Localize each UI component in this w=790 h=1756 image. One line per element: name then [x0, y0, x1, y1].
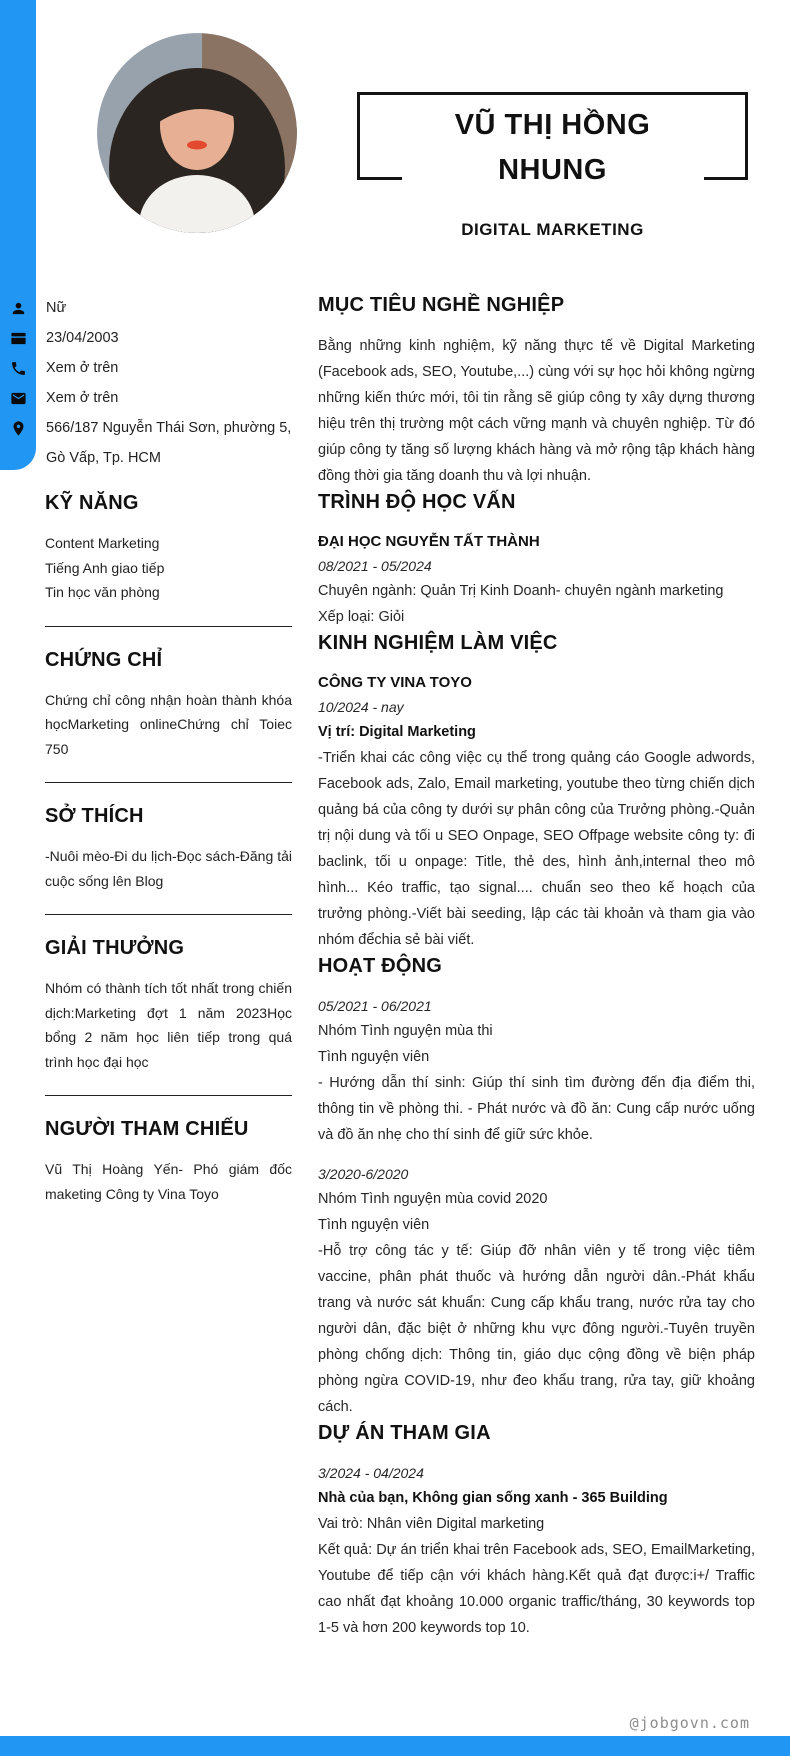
section-objective: [318, 292, 755, 489]
location-icon: [0, 413, 36, 443]
activity-org: Nhóm Tình nguyện mùa covid 2020: [318, 1191, 548, 1207]
project-period: 3/2024 - 04/2024: [318, 1465, 424, 1481]
education-major: Chuyên ngành: Quản Trị Kinh Doanh- chuyên ngành marketing: [318, 583, 724, 599]
section-references: [45, 1116, 292, 1206]
activity-text: - Hướng dẫn thí sinh: Giúp thí sinh tìm đường đến địa điểm thi, thông tin về phòng thi. - Phát nước và đồ ăn: Cung cấp nước uống và đồ ăn nhẹ cho thí sinh để giữ sức khỏe.: [318, 1075, 755, 1143]
contact-row-birthdate: [0, 323, 305, 353]
contact-row-address: [0, 413, 305, 473]
contact-row-gender: [0, 293, 305, 323]
certificates-text: Chứng chỉ công nhận hoàn thành khóa họcMarketing onlineChứng chỉ Toiec 750: [45, 691, 292, 757]
section-heading: GIẢI THƯỞNG: [45, 937, 185, 959]
section-heading: CHỨNG CHỈ: [45, 648, 163, 671]
phone-icon: [0, 353, 36, 383]
section-certificates: [45, 647, 292, 762]
contact-value: Nữ: [46, 300, 67, 316]
contact-row-phone: [0, 353, 305, 383]
experience-text: -Triển khai các công việc cụ thể trong quảng cáo Google adwords, Facebook ads, Zalo, Email marketing, youtube theo từng chiến dịch quảng bá của công ty dưới sự phân công của Trưởng phòng.-Quản trị nội dung và tối u SEO Onpage, SEO Offpage website công ty: đi baclink, tối u onpage: Title, thẻ des, hình ảnh,internal theo mô hình... Kéo traffic, tạo signal.... chuẩn seo theo kế hoạch của trưởng phòng.-Viết bài seeding, lập các tài khoản và tham gia vào nhóm đểchia sẻ bài viết.: [318, 750, 755, 948]
section-experience: [318, 630, 755, 953]
project-name: Nhà của bạn, Không gian sống xanh - 365 Building: [318, 1490, 668, 1506]
candidate-name: VŨ THỊ HỒNG NHUNG: [402, 103, 704, 193]
section-education: [318, 489, 755, 630]
contact-list: [0, 293, 305, 473]
section-heading: DỰ ÁN THAM GIA: [318, 1422, 491, 1444]
section-heading: TRÌNH ĐỘ HỌC VẤN: [318, 491, 516, 513]
job-title: DIGITAL MARKETING: [461, 220, 644, 239]
watermark: @jobgovn.com: [629, 1714, 750, 1732]
skill-item: Tiếng Anh giao tiếp: [45, 559, 165, 576]
profile-photo: [97, 33, 297, 233]
name-box: [357, 92, 748, 186]
hobbies-text: -Nuôi mèo-Đi du lịch-Đọc sách-Đăng tải cuộc sống lên Blog: [45, 848, 292, 889]
contact-row-email: [0, 383, 305, 413]
section-activities: [318, 953, 755, 1420]
divider: [45, 1095, 292, 1096]
section-projects: [318, 1420, 755, 1641]
objective-text: Bằng những kinh nghiệm, kỹ năng thực tế về Digital Marketing (Facebook ads, SEO, Youtube,...) cùng với sự học hỏi không ngừng những kiến thức mới, tôi tin rằng sẽ giúp công ty xây dựng thương hiệu trên thị trường một cách vững mạnh và chuyên nghiệp. Từ đó giúp công ty tăng số lượng khách hàng và mở rộng tập khách hàng đồng thời gia tăng doanh thu và lợi nhuận.: [318, 338, 755, 484]
contact-value: 23/04/2003: [46, 330, 119, 346]
skill-item: Tin học văn phòng: [45, 584, 160, 600]
section-heading: NGƯỜI THAM CHIẾU: [45, 1118, 249, 1140]
contact-value: Xem ở trên: [46, 360, 119, 376]
divider: [45, 782, 292, 783]
section-heading: KINH NGHIỆM LÀM VIỆC: [318, 632, 558, 654]
activity-period: 3/2020-6/2020: [318, 1166, 409, 1182]
profile-photo-placeholder: [97, 33, 297, 233]
experience-period: 10/2024 - nay: [318, 699, 404, 715]
activity-role: Tình nguyện viên: [318, 1049, 430, 1065]
references-text: Vũ Thị Hoàng Yến- Phó giám đốc maketing Công ty Vina Toyo: [45, 1161, 292, 1202]
footer-bar: [0, 1736, 790, 1756]
activity-org: Nhóm Tình nguyện mùa thi: [318, 1023, 493, 1039]
activity-text: -Hỗ trợ công tác y tế: Giúp đỡ nhân viên y tế trong việc tiêm vaccine, phân phát thuốc và hướng dẫn người dân.-Phát khẩu trang và nước sát khuẩn: Cung cấp khẩu trang, nước rửa tay cho người dân, đặc biệt ở những khu vực đông người.-Tuyên truyền phòng chống dịch: Thông tin, giáo dục cộng đồng về biện pháp phòng ngừa COVID-19, như đeo khẩu trang, rửa tay, giữ khoảng cách.: [318, 1243, 755, 1415]
right-column: [318, 292, 755, 1641]
calendar-icon: [0, 323, 36, 353]
divider: [45, 626, 292, 627]
awards-text: Nhóm có thành tích tốt nhất trong chiến dịch:Marketing đợt 1 năm 2023Học bổng 2 năm học liên tiếp trong quá trình học đại học: [45, 980, 292, 1070]
project-text: Kết quả: Dự án triển khai trên Facebook ads, SEO, EmailMarketing, Youtube để tiếp cận với khách hàng.Kết quả đạt được:i+/ Traffic cao nhất đạt khoảng 10.000 organic traffic/tháng, 30 keywords top 1-5 và hơn 200 keywords top 10.: [318, 1542, 755, 1636]
school-name: ĐẠI HỌC NGUYỄN TẤT THÀNH: [318, 533, 540, 550]
section-heading: HOẠT ĐỘNG: [318, 955, 443, 977]
activity-role: Tình nguyện viên: [318, 1217, 430, 1233]
left-column: [45, 490, 292, 1206]
section-heading: SỞ THÍCH: [45, 805, 144, 827]
activity-entry: [318, 994, 755, 1148]
person-icon: [0, 293, 36, 323]
contact-value: Xem ở trên: [46, 390, 119, 406]
contact-value: 566/187 Nguyễn Thái Sơn, phường 5, Gò Vấp, Tp. HCM: [46, 420, 292, 466]
project-role: Vai trò: Nhân viên Digital marketing: [318, 1516, 545, 1532]
section-awards: [45, 935, 292, 1074]
experience-position: Vị trí: Digital Marketing: [318, 724, 476, 740]
section-heading: MỤC TIÊU NGHỀ NGHIỆP: [318, 294, 565, 316]
company-name: CÔNG TY VINA TOYO: [318, 674, 472, 691]
activity-period: 05/2021 - 06/2021: [318, 998, 432, 1014]
education-grade: Xếp loại: Giỏi: [318, 609, 405, 625]
education-period: 08/2021 - 05/2024: [318, 558, 432, 574]
section-skills: [45, 490, 292, 605]
mail-icon: [0, 383, 36, 413]
section-hobbies: [45, 803, 292, 893]
activity-entry: [318, 1162, 755, 1420]
section-heading: KỸ NĂNG: [45, 492, 139, 514]
skill-item: Content Marketing: [45, 535, 160, 551]
divider: [45, 914, 292, 915]
